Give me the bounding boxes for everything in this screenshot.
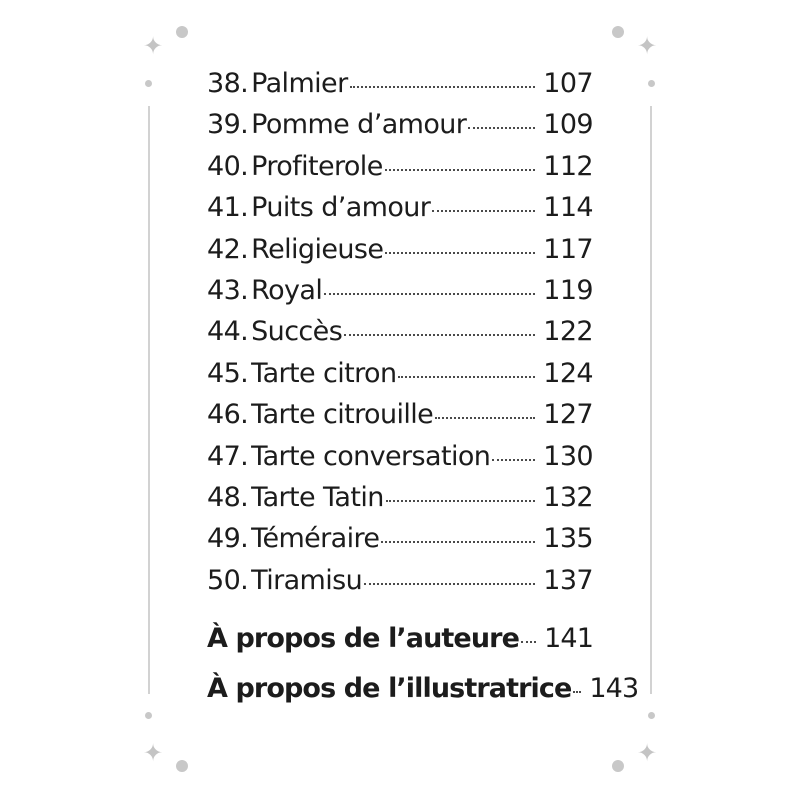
toc-entry-title: Royal [251,274,323,306]
dot-ornament [648,712,655,719]
toc-entry-title: Profiterole [251,150,383,182]
dot-leader [324,293,535,295]
toc-entry [207,565,593,606]
toc-entry [207,234,593,275]
toc-entry-title: Pomme d’amour [251,109,467,141]
toc-entry-about-author [207,623,593,673]
toc-entry-title: Tiramisu [251,564,363,596]
toc-entry-page: 143 [589,673,639,704]
toc-entry-title: Succès [251,316,343,348]
toc-entry-title: Téméraire [251,523,380,555]
dot-leader [432,210,535,212]
toc-entry-page: 132 [543,481,593,513]
toc-entry-number: 39. [207,109,249,141]
dot-ornament [145,712,152,719]
dot-leader [385,169,536,171]
toc-entry-page: 112 [543,150,593,182]
dot-leader [344,334,535,336]
toc-entry-number: 47. [207,440,249,472]
toc-entry [207,399,593,440]
frame-line-right [650,106,652,694]
sparkle-icon: ✦ [637,739,658,767]
toc-entry [207,68,593,109]
sparkle-icon: ✦ [143,32,164,60]
toc-entry-title: À propos de l’auteure [207,623,519,654]
toc-entry-number: 40. [207,150,249,182]
toc-entry-title: À propos de l’illustratrice [207,673,572,704]
toc-entry-page: 135 [543,523,593,555]
toc-entry-page: 130 [543,440,593,472]
toc-entry-title: Tarte conversation [251,440,491,472]
toc-entry-title: Palmier [251,68,348,99]
dot-ornament [612,26,624,38]
toc-entry-title: Puits d’amour [251,192,431,224]
dot-leader [398,376,535,378]
sparkle-icon: ✦ [637,32,658,60]
toc-entry-number: 41. [207,192,249,224]
toc-entry-page: 137 [543,564,593,596]
toc-entry-page: 127 [543,399,593,431]
toc-entry-page: 122 [543,316,593,348]
dot-ornament [648,80,655,87]
dot-leader [381,541,535,543]
toc-entry-page: 124 [543,357,593,389]
toc-entry-number: 48. [207,481,249,513]
toc-entry-number: 42. [207,233,249,265]
toc-entry-page: 107 [543,68,593,99]
toc-appendix [207,623,639,723]
toc-entry-number: 44. [207,316,249,348]
dot-ornament [145,80,152,87]
toc-entry [207,358,593,399]
toc-entry-title: Tarte Tatin [251,481,384,513]
toc-entry-page: 119 [543,274,593,306]
toc-entry [207,523,593,564]
toc-entry-number: 45. [207,357,249,389]
toc-entry-number: 43. [207,274,249,306]
toc-entry [207,151,593,192]
toc-entry-page: 109 [543,109,593,141]
dot-leader [573,691,581,693]
sparkle-icon: ✦ [143,739,164,767]
toc-entry [207,192,593,233]
dot-leader [435,417,535,419]
toc-entry-number: 38. [207,68,249,99]
dot-ornament [612,760,624,772]
toc-entry-about-illustrator [207,673,639,723]
table-of-contents [207,68,593,606]
toc-entry-title: Tarte citron [251,357,397,389]
dot-leader [492,459,535,461]
dot-leader [364,583,535,585]
toc-entry [207,482,593,523]
frame-line-left [148,106,150,694]
toc-entry-number: 50. [207,564,249,596]
toc-entry [207,109,593,150]
toc-entry-number: 46. [207,399,249,431]
dot-leader [468,127,535,129]
toc-entry-number: 49. [207,523,249,555]
dot-leader [521,641,536,643]
toc-entry-page: 117 [543,233,593,265]
toc-entry-title: Religieuse [251,233,384,265]
dot-leader [385,252,535,254]
toc-entry-page: 141 [544,623,593,654]
dot-ornament [176,26,188,38]
toc-entry [207,316,593,357]
toc-entry-title: Tarte citrouille [251,399,434,431]
toc-entry-page: 114 [543,192,593,224]
toc-entry [207,275,593,316]
dot-leader [386,500,535,502]
dot-ornament [176,760,188,772]
dot-leader [350,86,536,88]
toc-entry [207,441,593,482]
